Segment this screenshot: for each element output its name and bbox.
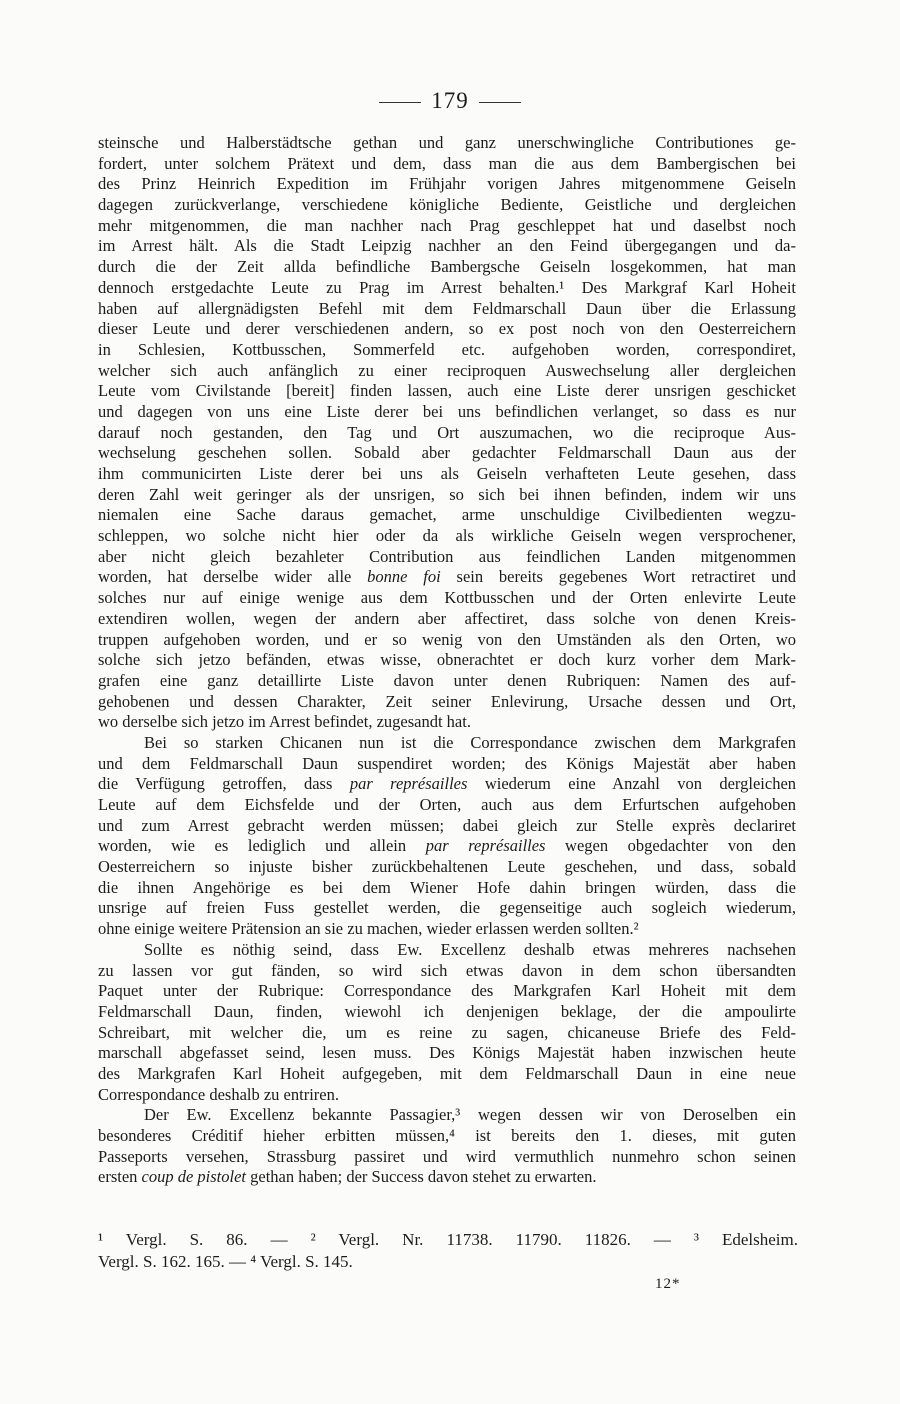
text-line: dagegen zurückverlange, verschiedene königliche Bediente, Geistliche und dergleichen xyxy=(98,195,796,215)
text-line: besonderes Créditif hieher erbitten müssen,⁴ ist bereits den 1. dieses, mit guten xyxy=(98,1126,796,1145)
text-line: welcher sich auch anfänglich zu einer reciproquen Auswechselung aller dergleichen xyxy=(98,360,796,380)
text-segment: sein bereits gegebenes Wort retractiret und xyxy=(440,567,797,587)
text-line: marschall abgefasset seind, lesen muss. Des Königs Majestät haben inzwischen heute xyxy=(98,1043,796,1063)
text-line: gehobenen und dessen Charakter, Zeit seiner Enlevirung, Ursache dessen und Ort, xyxy=(98,691,796,711)
body-text xyxy=(98,133,796,1188)
text-line: Leute vom Civilstande [bereit] finden lassen, auch eine Liste derer unsrigen geschicket xyxy=(98,381,796,401)
text-line: darauf noch gestanden, den Tag und Ort auszumachen, wo die reciproque Aus- xyxy=(98,422,796,442)
text-line: zu lassen vor gut fänden, so wird sich etwas davon in dem schon übersandten xyxy=(98,960,796,980)
text-line: extendiren wollen, wegen der andern aber affectiret, dass solche von denen Kreis- xyxy=(98,608,796,628)
footnote-line: Vergl. S. 162. 165. — ⁴ Vergl. S. 145. xyxy=(98,1252,353,1271)
text-line: Sollte es nöthig seind, dass Ew. Excellenz deshalb etwas mehreres nachsehen xyxy=(144,939,796,959)
text-segment: gethan haben; der Success davon stehet zu erwarten. xyxy=(246,1167,597,1187)
text-line: fordert, unter solchem Prätext und dem, dass man die aus dem Bambergischen bei xyxy=(98,153,796,173)
text-line: Feldmarschall Daun, finden, wiewohl ich denjenigen beklage, der die ampoulirte xyxy=(98,1001,796,1021)
text-segment: wiederum eine Anzahl von dergleichen xyxy=(467,774,797,794)
text-line xyxy=(98,836,796,857)
text-line: im Arrest hält. Als die Stadt Leipzig nachher an den Feind übergegangen und da- xyxy=(98,236,796,256)
text-line: steinsche und Halberstädtsche gethan und ganz unerschwingliche Contributiones ge- xyxy=(98,133,796,152)
text-line: und zum Arrest gebracht werden müssen; dabei gleich zur Stelle exprès declariret xyxy=(98,815,796,835)
text-line: truppen aufgehoben worden, und er so wenig von den Umständen als den Orten, wo xyxy=(98,629,796,649)
italic-phrase: par représailles xyxy=(425,836,546,856)
text-line: wechselung geschehen sollen. Sobald aber gedachter Feldmarschall Daun aus der xyxy=(98,443,796,463)
text-line: wo derselbe sich jetzo im Arrest befindet, zugesandt hat. xyxy=(98,712,471,732)
text-segment: die Verfügung getroffen, dass xyxy=(98,774,350,794)
paragraph xyxy=(98,1105,796,1188)
signature-mark: 12* xyxy=(655,1276,681,1292)
text-line: Leute auf dem Eichsfelde und der Orten, auch aus dem Erfurtschen aufgehoben xyxy=(98,795,796,814)
italic-phrase: bonne foi xyxy=(367,567,441,587)
text-line: ohne einige weitere Prätension an sie zu machen, wieder erlassen werden sollten.² xyxy=(98,919,639,939)
text-line: dieser Leute und derer verschiedenen andern, so ex post noch von den Oesterreichern xyxy=(98,319,796,339)
text-line: unsrige auf freien Fuss gestellet werden, die gegenseitige auch sogleich wiederum, xyxy=(98,898,796,918)
text-line: niemalen eine Sache daraus gemachet, arme unschuldige Civilbedienten wegzu- xyxy=(98,505,796,525)
paragraph xyxy=(98,133,796,733)
text-line: des Markgrafen Karl Hoheit aufgegeben, mit dem Feldmarschall Daun in eine neue xyxy=(98,1063,796,1083)
text-segment: wegen obgedachter von den xyxy=(545,836,796,856)
text-segment: ersten xyxy=(98,1167,142,1187)
text-line: und dagegen von uns eine Liste derer bei uns befindlichen verlanget, so dass es nur xyxy=(98,401,796,421)
paragraph xyxy=(98,940,796,1106)
text-line: Bei so starken Chicanen nun ist die Correspondance zwischen dem Markgrafen xyxy=(144,732,796,752)
text-line: Schreibart, mit welcher die, um es reine zu sagen, chicaneuse Briefe des Feld- xyxy=(98,1022,796,1042)
text-line: schleppen, wo solche nicht hier oder da als wirkliche Geiseln wegen versprochener, xyxy=(98,526,796,546)
text-line: haben auf allergnädigsten Befehl mit dem Feldmarschall Daun über die Erlassung xyxy=(98,298,796,318)
text-line: die ihnen Angehörige es bei dem Wiener Hofe dahin bringen würden, dass die xyxy=(98,877,796,897)
text-line: Oesterreichern so injuste bisher zurückbehaltenen Leute geschehen, und dass, sobald xyxy=(98,857,796,877)
text-line: solche sich jetzo befänden, etwas wisse, obnerachtet er doch kurz vorher dem Mark- xyxy=(98,650,796,670)
text-line: durch die der Zeit allda befindliche Bambergsche Geiseln losgekommen, hat man xyxy=(98,257,796,277)
footnote-line: ¹ Vergl. S. 86. — ² Vergl. Nr. 11738. 11790. 11826. — ³ Edelsheim. xyxy=(98,1230,798,1249)
left-rule xyxy=(379,102,421,103)
text-line: Passeports versehen, Strassburg passiret und wird vermuthlich nunmehro schon seinen xyxy=(98,1146,796,1166)
text-line: ihm communicirten Liste derer bei uns als Geiseln verhafteten Leute gesehen, dass xyxy=(98,464,796,483)
paragraph xyxy=(98,733,796,940)
text-line xyxy=(98,567,796,588)
text-line xyxy=(98,774,796,795)
footnotes xyxy=(98,1229,798,1273)
text-line: dennoch erstgedachte Leute zu Prag im Arrest behalten.¹ Des Markgraf Karl Hoheit xyxy=(98,277,796,297)
text-line: solches nur auf einige wenige aus dem Kottbusschen und der Orten enlevirte Leute xyxy=(98,588,796,608)
page-number-row xyxy=(0,88,900,114)
text-line: und dem Feldmarschall Daun suspendiret worden; des Königs Majestät aber haben xyxy=(98,753,796,773)
text-line: Der Ew. Excellenz bekannte Passagier,³ wegen dessen wir von Deroselben ein xyxy=(144,1105,796,1125)
italic-phrase: coup de pistolet xyxy=(141,1167,247,1187)
text-line: mehr mitgenommen, die man nachher nach Prag geschleppet hat und daselbst noch xyxy=(98,215,796,235)
text-segment: worden, hat derselbe wider alle xyxy=(98,567,368,587)
text-line: des Prinz Heinrich Expedition im Frühjahr vorigen Jahres mitgenommene Geiseln xyxy=(98,174,796,194)
text-line: Paquet unter der Rubrique: Correspondance des Markgrafen Karl Hoheit mit dem xyxy=(98,981,796,1001)
text-line: aber nicht gleich bezahleter Contribution aus feindlichen Landen mitgenommen xyxy=(98,546,796,566)
text-line: grafen eine ganz detaillirte Liste davon unter denen Rubriquen: Namen des auf- xyxy=(98,670,796,690)
text-line: deren Zahl weit geringer als der unsrigen, so sich bei ihnen befinden, indem wir uns xyxy=(98,484,796,504)
text-line xyxy=(98,1167,796,1188)
italic-phrase: par représailles xyxy=(349,774,468,794)
page-number: 179 xyxy=(431,88,469,113)
text-line: in Schlesien, Kottbusschen, Sommerfeld etc. aufgehoben worden, correspondiret, xyxy=(98,339,796,359)
text-segment: worden, wie es lediglich und allein xyxy=(98,836,426,856)
right-rule xyxy=(479,102,521,103)
text-line: Correspondance deshalb zu entriren. xyxy=(98,1084,339,1104)
